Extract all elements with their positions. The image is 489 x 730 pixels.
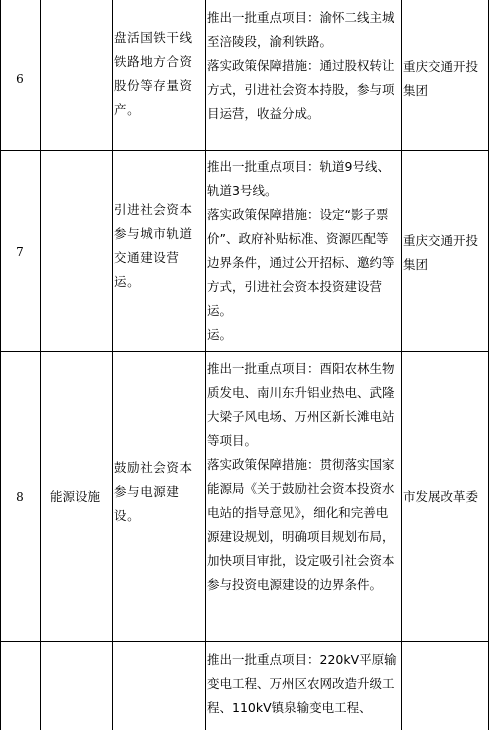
measures-text: 推出一批重点项目：220kV平原输 变电工程、万州区农网改造升级工 程、110kV镇泉输变电工程、 [207,652,397,715]
item-description: 引进社会资本 参与城市轨道 交通建设营 运。 [114,202,193,289]
row-number: 6 [16,72,24,86]
row-number: 7 [16,245,24,259]
table-border [0,0,1,730]
row-number: 8 [16,490,24,504]
item-description: 盘活国铁干线 铁路地方合资 股份等存量资 产。 [114,30,193,117]
item-description: 鼓励社会资本 参与电源建 设。 [114,460,193,523]
measures-text: 推出一批重点项目：渝怀二线主城 至涪陵段，渝利铁路。 落实政策保障措施：通过股权转让 方式，引进社会资本持股，参与项 目运营，收益分成。 [207,10,395,121]
responsible-department: 重庆交通开投 集团 [403,233,479,272]
row-divider [0,150,489,151]
column-divider [40,0,41,730]
column-divider [112,0,113,730]
category-label: 能源设施 [49,489,100,504]
measures-text: 推出一批重点项目：酉阳农林生物 质发电、南川东升铝业热电、武隆 大梁子风电场、万州区新长滩电站 等项目。 落实政策保障措施：贯彻落实国家 能源局《关于鼓励社会资本投资水 电站的指导意见》，细化和完善电 源建设规划，明确项目规划布局， 加快项目审批，设定吸引社会资本 参与投资电源建设的边界条件。 [207,361,395,592]
measures-text: 推出一批重点项目：轨道9号线、 轨道3号线。 落实政策保障措施：设定“影子票 价”、政府补贴标准、资源匹配等 边界条件，通过公开招标、邀约等 方式，引进社会资本投资建设营运。 运。 [207,159,395,342]
row-divider [0,641,489,642]
responsible-department: 市发展改革委 [403,489,479,504]
row-divider [0,351,489,352]
responsible-department: 重庆交通开投 集团 [403,59,479,98]
